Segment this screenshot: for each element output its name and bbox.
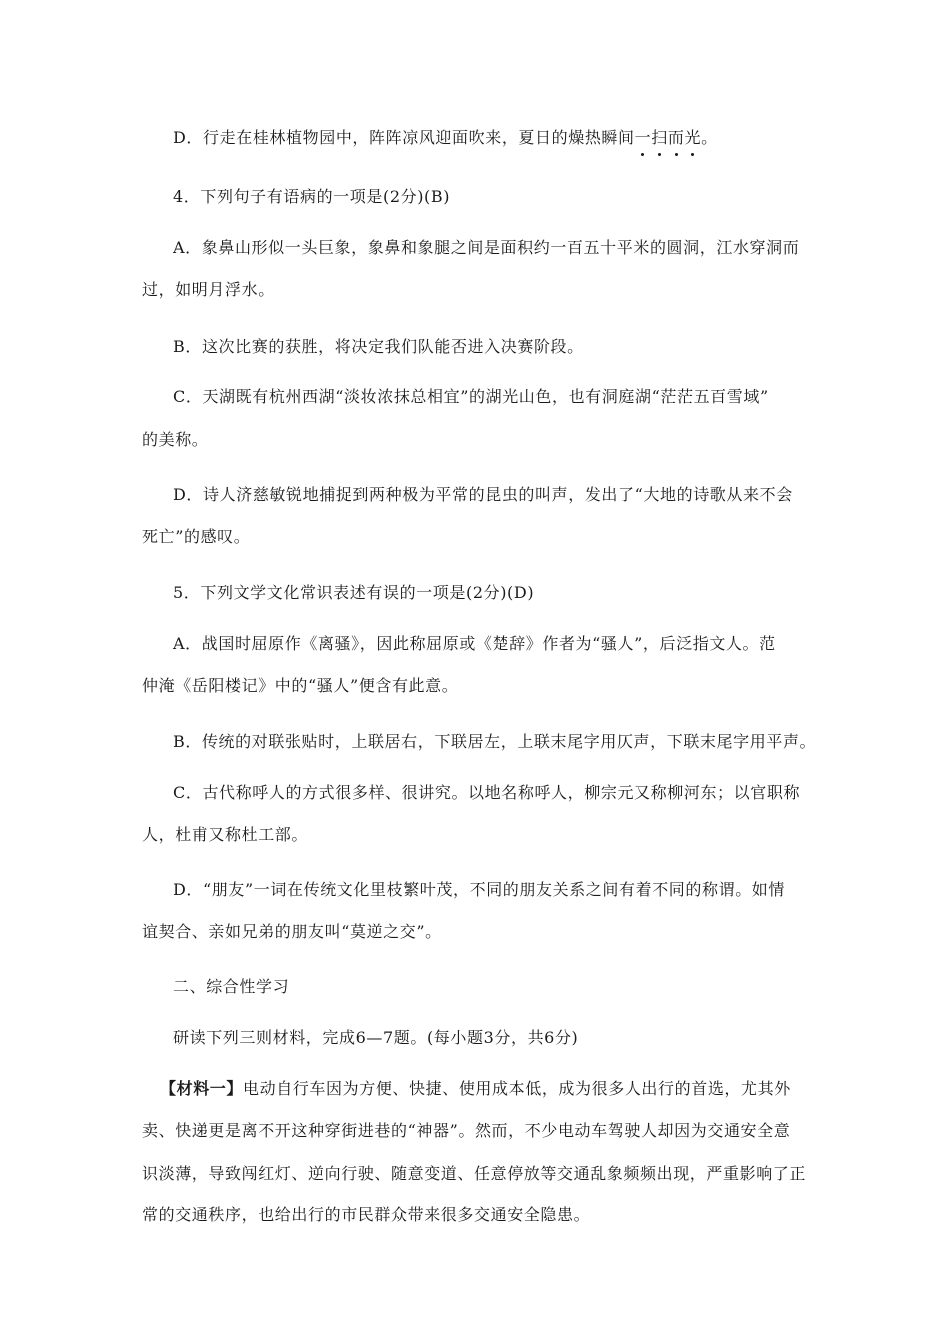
material-label: 【材料一】 <box>160 1079 244 1098</box>
q5-option-d-line1: D．“朋友”一词在传统文化里枝繁叶茂，不同的朋友关系之间有着不同的称谓。如情 <box>173 880 785 899</box>
q4-stem: 4．下列句子有语病的一项是(2分)(B) <box>173 187 451 206</box>
q4-option-d-line1: D．诗人济慈敏锐地捕捉到两种极为平常的昆虫的叫声，发出了“大地的诗歌从来不会 <box>173 485 793 504</box>
q5-option-b: B．传统的对联张贴时，上联居右，下联居左，上联末尾字用仄声，下联末尾字用平声。 <box>173 732 817 751</box>
emphasis-char: 而 <box>667 128 685 147</box>
material-1-line3: 识淡薄，导致闯红灯、逆向行驶、随意变道、任意停放等交通乱象频频出现，严重影响了正 <box>142 1164 807 1183</box>
q4-option-b: B．这次比赛的获胜，将决定我们队能否进入决赛阶段。 <box>173 337 584 356</box>
emphasis-char: 一 <box>634 128 652 147</box>
q5-option-a-line2: 仲淹《岳阳楼记》中的“骚人”便含有此意。 <box>142 676 459 695</box>
q4-option-d-line2: 死亡”的感叹。 <box>142 527 251 546</box>
q4-option-c-line2: 的美称。 <box>142 430 209 449</box>
material-1-text: 电动自行车因为方便、快捷、使用成本低，成为很多人出行的首选，尤其外 <box>243 1079 791 1098</box>
material-1-line4: 常的交通秩序，也给出行的市民群众带来很多交通安全隐患。 <box>142 1205 591 1224</box>
material-1-line2: 卖、快递更是离不开这种穿街进巷的“神器”。然而，不少电动车驾驶人却因为交通安全意 <box>142 1121 791 1140</box>
q4-option-a-line1: A．象鼻山形似一头巨象，象鼻和象腿之间是面积约一百五十平米的圆洞，江水穿洞而 <box>173 238 800 257</box>
emphasis-char: 扫 <box>651 128 668 147</box>
q3-option-d-end: 。 <box>701 128 718 147</box>
emphasis-char: 光 <box>684 128 702 147</box>
q3-option-d-text: D．行走在桂林植物园中，阵阵凉风迎面吹来，夏日的燥热瞬间 <box>173 128 635 147</box>
section-intro: 研读下列三则材料，完成6—7题。(每小题3分，共6分) <box>173 1028 579 1047</box>
q4-option-c-line1: C．天湖既有杭州西湖“淡妆浓抹总相宜”的湖光山色，也有洞庭湖“茫茫五百雪域” <box>173 387 769 406</box>
material-1-line1 <box>160 1078 840 1100</box>
q4-option-a-line2: 过，如明月浮水。 <box>142 280 275 299</box>
q5-option-a-line1: A．战国时屈原作《离骚》，因此称屈原或《楚辞》作者为“骚人”，后泛指文人。范 <box>173 634 776 653</box>
q5-option-c-line1: C．古代称呼人的方式很多样、很讲究。以地名称呼人，柳宗元又称柳河东；以官职称 <box>173 783 801 802</box>
q5-stem: 5．下列文学文化常识表述有误的一项是(2分)(D) <box>173 583 535 602</box>
q5-option-d-line2: 谊契合、亲如兄弟的朋友叫“莫逆之交”。 <box>142 922 442 941</box>
q3-option-d <box>173 127 853 149</box>
q5-option-c-line2: 人，杜甫又称杜工部。 <box>142 825 309 844</box>
section-heading: 二、综合性学习 <box>173 977 290 996</box>
